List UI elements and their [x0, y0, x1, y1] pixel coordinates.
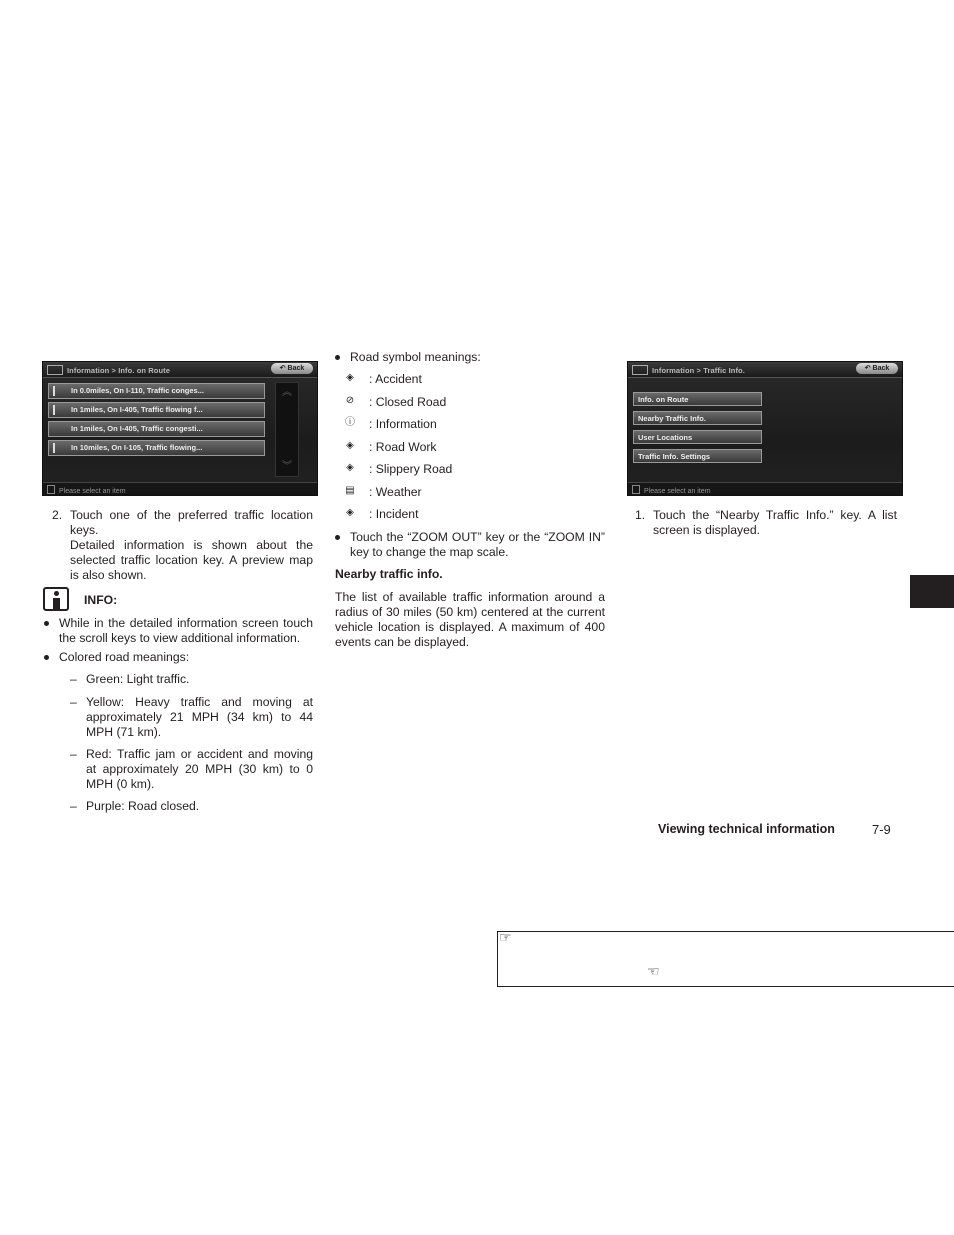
accident-icon: ◈ [346, 372, 354, 383]
section-title: Viewing technical information [658, 822, 835, 836]
traffic-item-3[interactable]: In 1miles, On I-405, Traffic congesti... [48, 421, 265, 437]
status-bar: Please select an item [43, 482, 317, 495]
traffic-item-4[interactable]: In 10miles, On I-105, Traffic flowing... [48, 440, 265, 456]
nearby-paragraph: The list of available traffic information around a radius of 30 miles (50 km) centered at the current vehicle location is displayed. A maximum of 400 events can be displayed. [335, 590, 605, 649]
scroll-down-icon[interactable]: ︾ [282, 461, 292, 472]
scrollbar[interactable] [275, 382, 299, 477]
weather-icon: ▤ [345, 485, 355, 496]
nearby-traffic-info-button[interactable]: Nearby Traffic Info. [633, 411, 762, 425]
info-icon [47, 485, 55, 494]
step-number: 1. [635, 508, 646, 522]
symbol-label-weather: : Weather [369, 485, 422, 499]
step-1-text: Touch the “Nearby Traffic Info.” key. A list screen is displayed. [653, 508, 897, 537]
flag-icon [53, 386, 55, 396]
chapter-tab [910, 575, 954, 608]
info-on-route-screen [42, 361, 318, 496]
info-heading: INFO: [84, 593, 118, 607]
info-icon [632, 485, 640, 494]
status-bar: Please select an item [628, 482, 902, 495]
reference-box [497, 931, 954, 987]
information-icon: ⓘ [345, 417, 355, 428]
color-yellow: Yellow: Heavy traffic and moving at approximately 21 MPH (34 km) to 44 MPH (71 km). [86, 695, 313, 739]
flag-icon [53, 405, 55, 415]
info-on-route-button[interactable]: Info. on Route [633, 392, 762, 406]
pointing-hand-right-icon: ☞ [499, 929, 512, 945]
slippery-road-icon: ◈ [346, 462, 354, 473]
color-red: Red: Traffic jam or accident and moving at approximately 20 MPH (30 km) to 0 MPH (0 km). [86, 747, 313, 791]
traffic-info-settings-button[interactable]: Traffic Info. Settings [633, 449, 762, 463]
user-locations-button[interactable]: User Locations [633, 430, 762, 444]
traffic-info-screen [627, 361, 903, 496]
color-green: Green: Light traffic. [86, 672, 190, 686]
pointing-hand-left-icon: ☜ [647, 963, 660, 979]
page-number: 7-9 [872, 822, 891, 837]
info-icon [43, 587, 69, 611]
info-bullet-colors: Colored road meanings: [59, 650, 313, 665]
back-button[interactable]: ↶ Back [856, 363, 898, 374]
breadcrumb: Information > Traffic Info. [652, 366, 745, 375]
symbol-label-information: : Information [369, 417, 437, 431]
scroll-up-icon[interactable]: ︽ [282, 387, 292, 398]
symbol-label-slippery-road: : Slippery Road [369, 462, 453, 476]
step-number: 2. [52, 508, 63, 522]
color-purple: Purple: Road closed. [86, 799, 200, 813]
symbols-intro: Road symbol meanings: [350, 350, 605, 365]
closed-road-icon: ⊘ [345, 395, 355, 406]
screen-header [43, 362, 317, 378]
zoom-bullet: Touch the “ZOOM OUT” key or the “ZOOM IN” key to change the map scale. [350, 530, 605, 559]
flag-icon [53, 443, 55, 453]
incident-icon: ◈ [346, 507, 354, 518]
step-2-text: Touch one of the preferred traffic location keys. Detailed information is shown about the selected traffic location key. A preview map is also shown. [70, 508, 313, 582]
screen-header [628, 362, 902, 378]
section-heading: Nearby traffic info. [335, 567, 443, 581]
menu-icon [47, 365, 63, 375]
symbol-label-incident: : Incident [369, 507, 419, 521]
road-work-icon: ◈ [346, 440, 354, 451]
back-button[interactable]: ↶ Back [271, 363, 313, 374]
breadcrumb: Information > Info. on Route [67, 366, 170, 375]
traffic-item-1[interactable]: In 0.0miles, On I-110, Traffic conges... [48, 383, 265, 399]
menu-icon [632, 365, 648, 375]
info-bullet-scroll: While in the detailed information screen touch the scroll keys to view additional information. [59, 616, 313, 645]
symbol-label-accident: : Accident [369, 372, 422, 386]
symbol-label-road-work: : Road Work [369, 440, 437, 454]
symbol-label-closed-road: : Closed Road [369, 395, 447, 409]
traffic-item-2[interactable]: In 1miles, On I-405, Traffic flowing f... [48, 402, 265, 418]
